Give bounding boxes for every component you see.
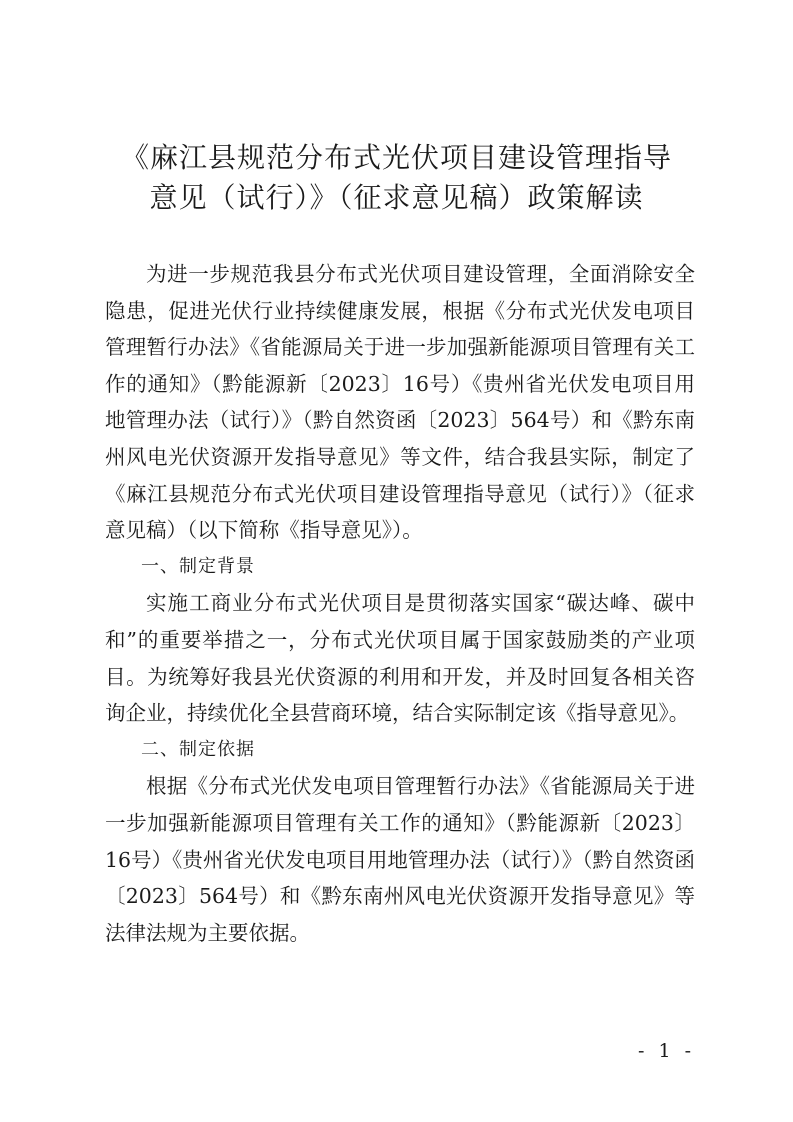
intro-paragraph: 为进一步规范我县分布式光伏项目建设管理，全面消除安全隐患，促进光伏行业持续健康发展，根据《分布式光伏发电项目管理暂行办法》《省能源局关于进一步加强新能源项目管理有关工作的通知》（黔能源新〔2023〕16号）《贵州省光伏发电项目用地管理办法（试行）》（黔自然资函〔2023〕564号）和《黔东南州风电光伏资源开发指导意见》等文件，结合我县实际，制定了《麻江县规范分布式光伏项目建设管理指导意见（试行）》（征求意见稿）（以下简称《指导意见》）。 (105, 262, 695, 543)
document-body (105, 256, 695, 951)
basis-paragraph: 根据《分布式光伏发电项目管理暂行办法》《省能源局关于进一步加强新能源项目管理有关工作的通知》（黔能源新〔2023〕16号）《贵州省光伏发电项目用地管理办法（试行）》（黔自然资函〔2023〕564号）和《黔东南州风电光伏资源开发指导意见》等法律法规为主要依据。 (105, 774, 695, 945)
title-line-1: 《麻江县规范分布式光伏项目建设管理指导 (120, 141, 672, 174)
page-number: - 1 - (637, 1040, 695, 1062)
section-heading-background: 一、制定背景 (141, 555, 255, 577)
background-paragraph: 实施工商业分布式光伏项目是贯彻落实国家“碳达峰、碳中和”的重要举措之一，分布式光伏项目属于国家鼓励类的产业项目。为统筹好我县光伏资源的利用和开发，并及时回复各相关咨询企业，持续优化全县营商环境，结合实际制定该《指导意见》。 (105, 591, 695, 726)
title-line-2: 意见（试行）》（征求意见稿）政策解读 (149, 181, 644, 214)
section-heading-basis: 二、制定依据 (141, 738, 255, 760)
document-title (60, 138, 733, 218)
